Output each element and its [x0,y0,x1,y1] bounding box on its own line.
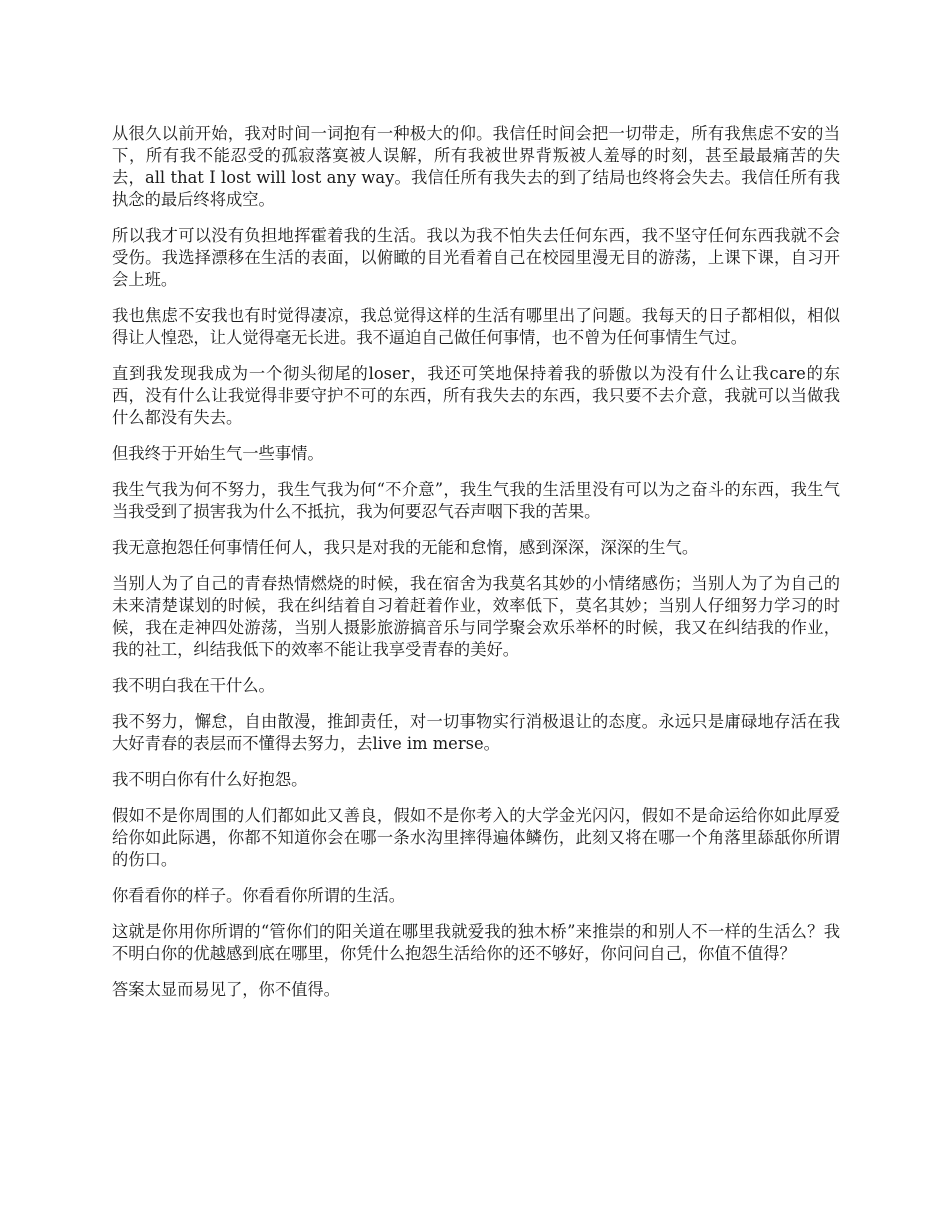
paragraph-6: 我生气我为何不努力，我生气我为何“不介意”，我生气我的生活里没有可以为之奋斗的东西，我生气当我受到了损害我为什么不抵抗，我为何要忍气吞声咽下我的苦果。 [112,480,840,521]
paragraph-7: 我无意抱怨任何事情任何人，我只是对我的无能和怠惰，感到深深，深深的生气。 [112,538,699,557]
paragraph-3: 我也焦虑不安我也有时觉得凄凉，我总觉得这样的生活有哪里出了问题。我每天的日子都相似，相似得让人惶恐，让人觉得毫无长进。我不逼迫自己做任何事情，也不曾为任何事情生气过。 [112,306,840,347]
paragraph-15: 答案太显而易见了，你不值得。 [112,980,340,999]
paragraph-2: 所以我才可以没有负担地挥霍着我的生活。我以为我不怕失去任何东西，我不坚守任何东西我就不会受伤。我选择漂移在生活的表面，以俯瞰的目光看着自己在校园里漫无目的游荡，上课下课，自习开会上班。 [112,226,840,289]
paragraph-5: 但我终于开始生气一些事情。 [112,444,324,463]
paragraph-8: 当别人为了自己的青春热情燃烧的时候，我在宿舍为我莫名其妙的小情绪感伤；当别人为了为自己的未来清楚谋划的时候，我在纠结着自习着赶着作业，效率低下，莫名其妙；当别人仔细努力学习的时候，我在走神四处游荡，当别人摄影旅游搞音乐与同学聚会欢乐举杯的时候，我又在纠结我的作业，我的社工，纠结我低下的效率不能让我享受青春的美好。 [112,574,840,659]
paragraph-4: 直到我发现我成为一个彻头彻尾的loser，我还可笑地保持着我的骄傲以为没有什么让我care的东西，没有什么让我觉得非要守护不可的东西，所有我失去的东西，我只要不去介意，我就可以当做我什么都没有失去。 [112,364,840,427]
document-body [112,123,840,1015]
paragraph-11: 我不明白你有什么好抱怨。 [112,770,308,789]
paragraph-12: 假如不是你周围的人们都如此又善良，假如不是你考入的大学金光闪闪，假如不是命运给你如此厚爱给你如此际遇，你都不知道你会在哪一条水沟里摔得遍体鳞伤，此刻又将在哪一个角落里舔舐你所谓的伤口。 [112,806,840,869]
paragraph-1: 从很久以前开始，我对时间一词抱有一种极大的仰。我信任时间会把一切带走，所有我焦虑不安的当下，所有我不能忍受的孤寂落寞被人误解，所有我被世界背叛被人羞辱的时刻，甚至最最痛苦的失去，all that I lost will lost any way。我信任所有我失去的到了结局也终将会失去。我信任所有我执念的最后终将成空。 [112,124,840,209]
paragraph-9: 我不明白我在干什么。 [112,676,275,695]
paragraph-14: 这就是你用你所谓的“管你们的阳关道在哪里我就爱我的独木桥”来推崇的和别人不一样的生活么？我不明白你的优越感到底在哪里，你凭什么抱怨生活给你的还不够好，你问问自己，你值不值得？ [112,922,840,963]
paragraph-10: 我不努力，懈怠，自由散漫，推卸责任，对一切事物实行消极退让的态度。永远只是庸碌地存活在我大好青春的表层而不懂得去努力，去live im merse。 [112,712,840,753]
paragraph-13: 你看看你的样子。你看看你所谓的生活。 [112,886,406,905]
